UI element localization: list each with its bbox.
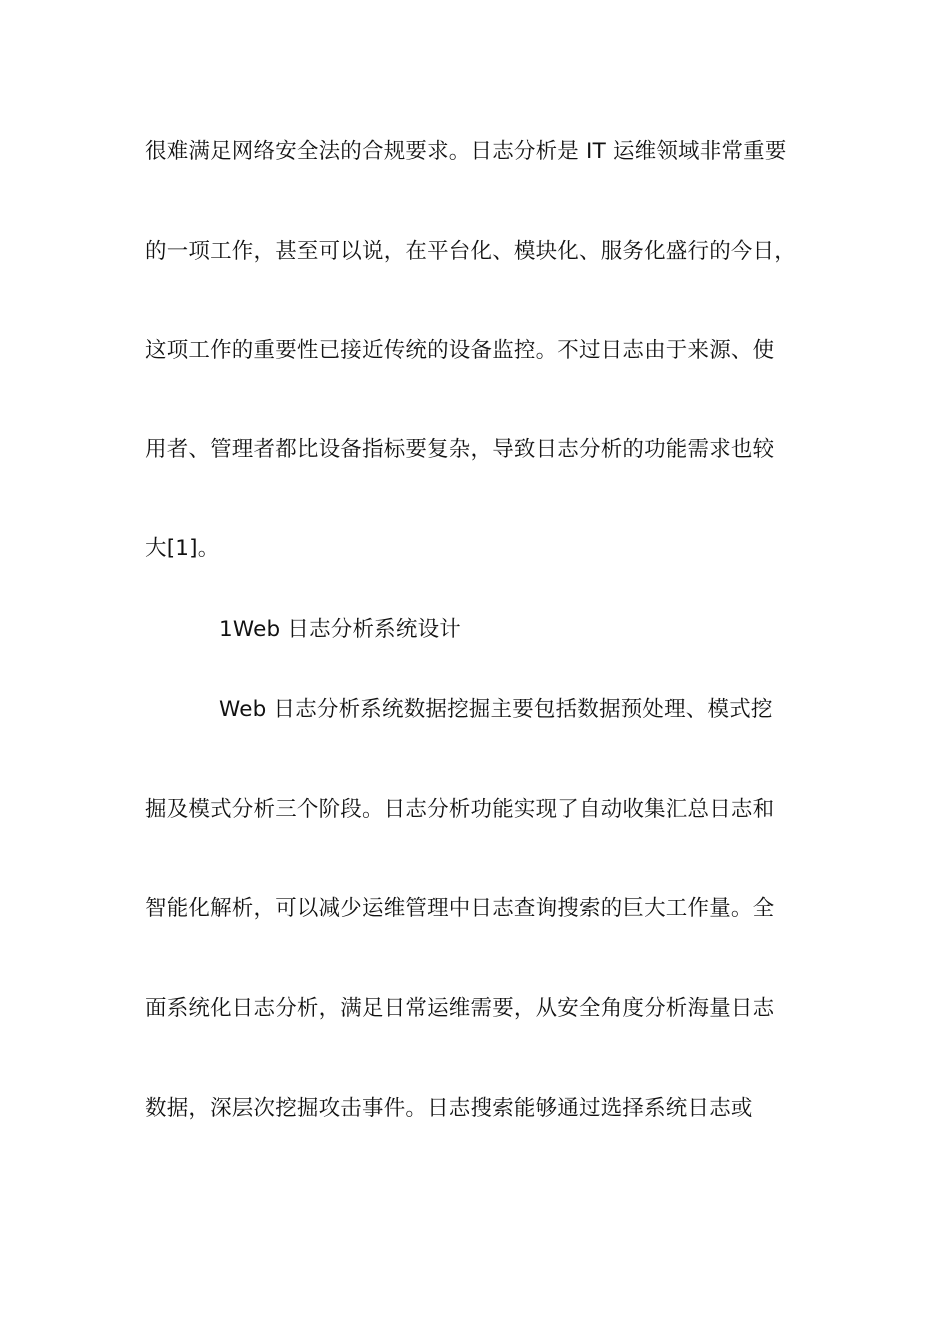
paragraph-1-line-3: 这项工作的重要性已接近传统的设备监控。不过日志由于来源、使 [145,338,775,363]
paragraph-2-line-1: Web 日志分析系统数据挖掘主要包括数据预处理、模式挖 [219,697,773,722]
paragraph-2-line-2: 掘及模式分析三个阶段。日志分析功能实现了自动收集汇总日志和 [145,797,775,822]
paragraph-2-line-5: 数据，深层次挖掘攻击事件。日志搜索能够通过选择系统日志或 [145,1096,753,1121]
paragraph-1-line-4: 用者、管理者都比设备指标要复杂，导致日志分析的功能需求也较 [145,437,775,462]
section-heading: 1Web 日志分析系统设计 [219,617,461,642]
paragraph-1-line-2: 的一项工作，甚至可以说，在平台化、模块化、服务化盛行的今日， [145,239,797,264]
paragraph-2-line-4: 面系统化日志分析，满足日常运维需要，从安全角度分析海量日志 [145,996,775,1021]
paragraph-1-line-5: 大[1]。 [145,536,220,561]
paragraph-2-line-3: 智能化解析，可以减少运维管理中日志查询搜索的巨大工作量。全 [145,896,775,921]
paragraph-1-line-1: 很难满足网络安全法的合规要求。日志分析是 IT 运维领域非常重要 [145,139,787,164]
